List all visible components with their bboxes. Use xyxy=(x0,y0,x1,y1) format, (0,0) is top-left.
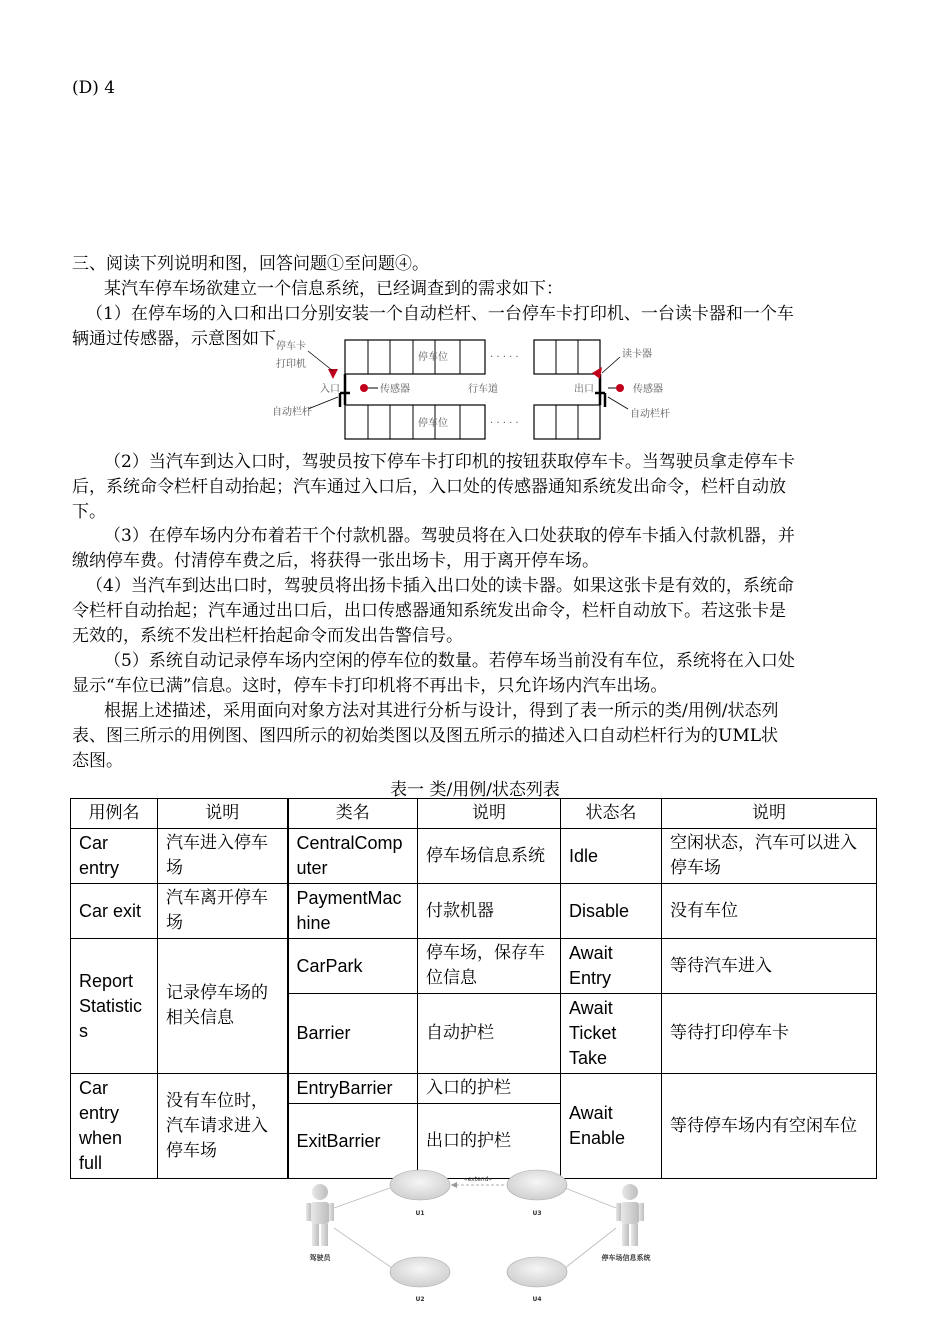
state-name: Await Enable xyxy=(561,1074,662,1179)
table-row xyxy=(71,884,877,939)
req4-line2: 令栏杆自动抬起；汽车通过出口后，出口传感器通知系统发出命令，栏杆自动放下。若这张卡是 xyxy=(72,601,786,621)
req2-line1: （2）当汽车到达入口时，驾驶员按下停车卡打印机的按钮获取停车卡。当驾驶员拿走停车卡 xyxy=(104,452,795,472)
reader-label: 读卡器 xyxy=(622,349,652,360)
system-actor-label: 停车场信息系统 xyxy=(601,1254,651,1262)
driver-actor-label: 驾驶员 xyxy=(309,1254,331,1262)
dots-top: · · · · · xyxy=(490,352,519,363)
req2-line2: 后，系统命令栏杆自动抬起；汽车通过入口后，入口处的传感器通知系统发出命令，栏杆自动放 xyxy=(72,477,786,497)
parking-diagram xyxy=(268,335,680,443)
usecase-u2-label: U2 xyxy=(415,1296,425,1303)
class-name: Barrier xyxy=(288,994,418,1074)
conclusion-line3: 态图。 xyxy=(72,751,123,771)
exit-label: 出口 xyxy=(574,384,594,395)
req5-line2: 显示“车位已满”信息。这时，停车卡打印机将不再出卡，只允许场内汽车出场。 xyxy=(72,676,668,696)
usecase-desc: 记录停车场的相关信息 xyxy=(158,939,288,1074)
state-desc: 没有车位 xyxy=(662,884,877,939)
barrier-label-right: 自动栏杆 xyxy=(630,409,670,420)
class-desc: 停车场信息系统 xyxy=(418,829,561,884)
class-name: EntryBarrier xyxy=(288,1074,418,1104)
usecase-u4-label: U4 xyxy=(532,1296,542,1303)
usecase-diagram xyxy=(300,1168,670,1308)
barrier-label-left: 自动栏杆 xyxy=(272,407,312,418)
usecase-desc: 汽车进入停车场 xyxy=(158,829,288,884)
req3-line1: （3）在停车场内分布着若干个付款机器。驾驶员将在入口处获取的停车卡插入付款机器，并 xyxy=(104,526,795,546)
usecase-desc: 没有车位时，汽车请求进入停车场 xyxy=(158,1074,288,1179)
state-name: Idle xyxy=(561,829,662,884)
state-name: Await Ticket Take xyxy=(561,994,662,1074)
class-name: CarPark xyxy=(288,939,418,994)
table-row xyxy=(71,939,877,994)
usecase-name: Car entry when full xyxy=(71,1074,158,1179)
spot-label-bottom: 停车位 xyxy=(418,418,448,429)
sensor-label-left: 传感器 xyxy=(380,384,410,395)
lane-label: 行车道 xyxy=(468,384,498,395)
printer-label-1: 停车卡 xyxy=(276,341,306,352)
usecase-u1-shape xyxy=(390,1170,450,1200)
sensor-label-right: 传感器 xyxy=(633,384,663,395)
class-name: PaymentMachine xyxy=(288,884,418,939)
table-row xyxy=(71,829,877,884)
usecase-u1-label: U1 xyxy=(415,1210,425,1217)
usecase-u3-label: U3 xyxy=(532,1210,542,1217)
class-desc: 付款机器 xyxy=(418,884,561,939)
system-actor-icon xyxy=(616,1184,644,1246)
header-usecase-desc: 说明 xyxy=(158,799,288,829)
state-name: Await Entry xyxy=(561,939,662,994)
header-class-desc: 说明 xyxy=(418,799,561,829)
req5-line1: （5）系统自动记录停车场内空闲的停车位的数量。若停车场当前没有车位，系统将在入口处 xyxy=(104,651,795,671)
entry-label: 入口 xyxy=(320,384,340,395)
usecase-u2-shape xyxy=(390,1257,450,1287)
class-desc: 停车场，保存车位信息 xyxy=(418,939,561,994)
class-name: ExitBarrier xyxy=(288,1104,418,1179)
option-d: (D) 4 xyxy=(72,78,116,98)
table-caption: 表一 类/用例/状态列表 xyxy=(390,780,560,800)
state-desc: 等待打印停车卡 xyxy=(662,994,877,1074)
dots-bottom: · · · · · xyxy=(490,418,519,429)
header-usecase: 用例名 xyxy=(71,799,158,829)
table-row xyxy=(71,1074,877,1104)
conclusion-line1: 根据上述描述，采用面向对象方法对其进行分析与设计，得到了表一所示的类/用例/状态列 xyxy=(104,701,779,721)
state-name: Disable xyxy=(561,884,662,939)
class-name: CentralComputer xyxy=(288,829,418,884)
req1-line2: 辆通过传感器，示意图如下 xyxy=(72,329,276,349)
req4-line1: （4）当汽车到达出口时，驾驶员将出扬卡插入出口处的读卡器。如果这张卡是有效的，系统命 xyxy=(86,576,794,596)
state-desc: 等待汽车进入 xyxy=(662,939,877,994)
section-title: 三、阅读下列说明和图，回答问题①至问题④。 xyxy=(72,254,429,274)
req2-line3: 下。 xyxy=(72,502,106,522)
conclusion-line2: 表、图三所示的用例图、图四所示的初始类图以及图五所示的描述入口自动栏杆行为的UML状 xyxy=(72,726,779,746)
header-class: 类名 xyxy=(288,799,418,829)
table-header-row xyxy=(71,799,877,829)
usecase-u3-shape xyxy=(507,1170,567,1200)
usecase-name: Car entry xyxy=(71,829,158,884)
usecase-name: Car exit xyxy=(71,884,158,939)
usecase-name: Report Statistics xyxy=(71,939,158,1074)
header-state: 状态名 xyxy=(561,799,662,829)
usecase-u4-shape xyxy=(507,1257,567,1287)
req1-line1: （1）在停车场的入口和出口分别安装一个自动栏杆、一台停车卡打印机、一台读卡器和一个车 xyxy=(86,304,794,324)
spot-label-top: 停车位 xyxy=(418,352,448,363)
state-desc: 空闲状态，汽车可以进入停车场 xyxy=(662,829,877,884)
class-usecase-state-table xyxy=(70,798,877,1179)
req4-line3: 无效的，系统不发出栏杆抬起命令而发出告警信号。 xyxy=(72,626,463,646)
state-desc: 等待停车场内有空闲车位 xyxy=(662,1074,877,1179)
header-state-desc: 说明 xyxy=(662,799,877,829)
driver-actor-icon xyxy=(306,1184,334,1246)
class-desc: 自动护栏 xyxy=(418,994,561,1074)
class-desc: 出口的护栏 xyxy=(418,1104,561,1179)
req3-line2: 缴纳停车费。付清停车费之后，将获得一张出场卡，用于离开停车场。 xyxy=(72,551,599,571)
usecase-desc: 汽车离开停车场 xyxy=(158,884,288,939)
intro-paragraph: 某汽车停车场欲建立一个信息系统，已经调查到的需求如下： xyxy=(104,279,563,299)
printer-label-2: 打印机 xyxy=(276,359,306,370)
class-desc: 入口的护栏 xyxy=(418,1074,561,1104)
extend-label: «extend» xyxy=(463,1176,493,1183)
